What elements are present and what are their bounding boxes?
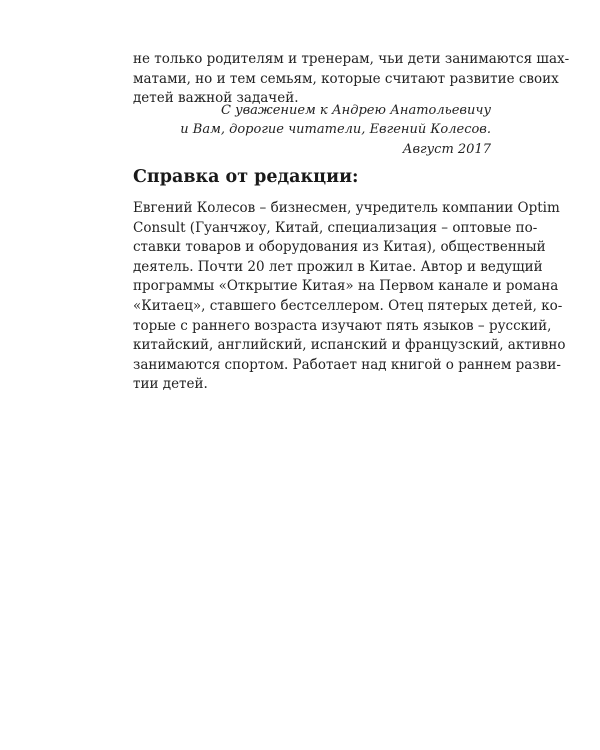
text-line: Consult (Гуанчжоу, Китай, специализация – оптовые по- [133,219,538,236]
text-line: не только родителям и тренерам, чьи дети занимаются шах- [133,51,570,67]
text-line: тии детей. [133,376,208,393]
author-signature [180,101,491,159]
text-line: ставки товаров и оборудования из Китая), общественный [133,239,546,256]
text-line: «Китаец», ставшего бестселлером. Отец пятерых детей, ко- [133,297,563,314]
text-line: Евгений Колесов – бизнесмен, учредитель компании Optim [133,200,560,216]
text-line: детей важной задачей. [133,90,299,107]
text-line: торые с раннего возраста изучают пять языков – русский, [133,317,552,334]
text-line: программы «Открытие Китая» на Первом канале и романа [133,278,559,295]
text-line: деятель. Почти 20 лет прожил в Китае. Автор и ведущий [133,258,543,275]
section-heading: Справка от редакции: [133,167,359,187]
signature-date: Август 2017 [402,141,491,157]
text-line: матами, но и тем семьям, которые считают развитие своих [133,70,559,87]
signature-line: и Вам, дорогие читатели, Евгений Колесов. [180,122,491,138]
signature-line: С уважением к Андрею Анатольевичу [220,103,491,118]
text-line: китайский, английский, испанский и французский, активно [133,337,566,354]
bio-paragraph [133,199,566,395]
text-line: занимаются спортом. Работает над книгой о раннем разви- [133,356,561,373]
intro-paragraph [133,50,570,109]
